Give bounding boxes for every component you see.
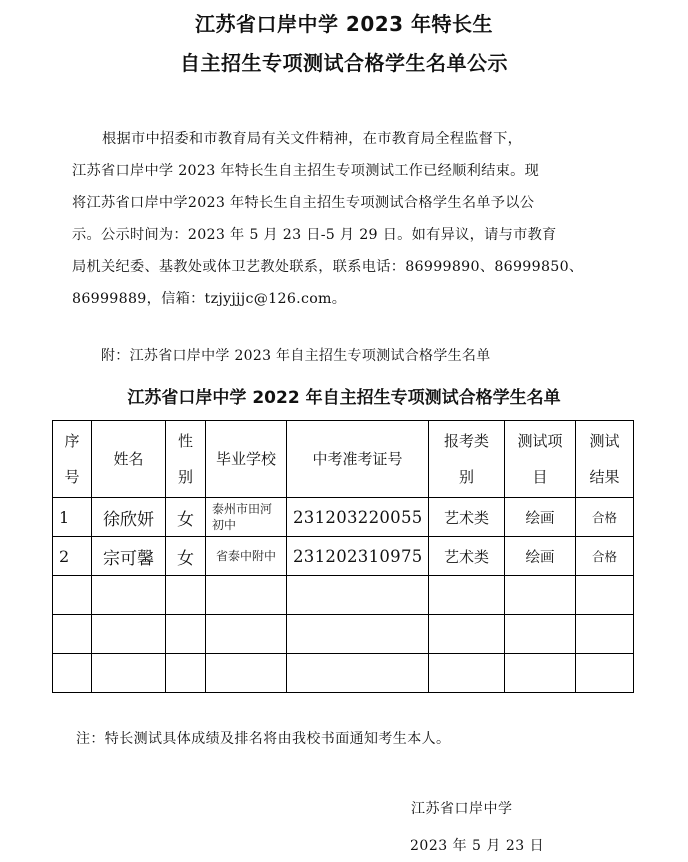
empty-cell — [505, 576, 576, 615]
empty-cell — [166, 576, 206, 615]
attachment-line: 附：江苏省口岸中学 2023 年自主招生专项测试合格学生名单 — [101, 348, 491, 364]
table-title: 江苏省口岸中学 2022 年自主招生专项测试合格学生名单 — [127, 388, 561, 408]
table-row — [53, 498, 634, 537]
body-line-4: 示。公示时间为：2023 年 5 月 23 日-5 月 29 日。如有异议，请与市教育 — [72, 227, 557, 243]
table-row-empty — [53, 654, 634, 693]
header-result: 测试 结果 — [576, 421, 634, 498]
empty-cell — [206, 654, 287, 693]
header-exam-no: 中考准考证号 — [287, 421, 429, 498]
table-row-empty — [53, 615, 634, 654]
cell-exam-no: 231202310975 — [287, 537, 429, 576]
cell-no: 2 — [53, 537, 92, 576]
table-header-row — [53, 421, 634, 498]
empty-cell — [287, 654, 429, 693]
table-row-empty — [53, 576, 634, 615]
cell-result: 合格 — [576, 537, 634, 576]
empty-cell — [576, 654, 634, 693]
empty-cell — [206, 615, 287, 654]
document-title-line2: 自主招生专项测试合格学生名单公示 — [180, 51, 508, 75]
signature-organization: 江苏省口岸中学 — [411, 801, 513, 817]
header-category: 报考类 别 — [429, 421, 505, 498]
header-name: 姓名 — [92, 421, 166, 498]
cell-name: 徐欣妍 — [92, 498, 166, 537]
cell-category: 艺术类 — [429, 498, 505, 537]
header-gender: 性 别 — [166, 421, 206, 498]
cell-item: 绘画 — [505, 537, 576, 576]
body-line-1-text: 根据市中招委和市教育局有关文件精神，在市教育局全程监督下， — [102, 131, 523, 147]
empty-cell — [53, 615, 92, 654]
empty-cell — [92, 615, 166, 654]
cell-exam-no: 231203220055 — [287, 498, 429, 537]
empty-cell — [505, 654, 576, 693]
empty-cell — [206, 576, 287, 615]
empty-cell — [576, 576, 634, 615]
cell-school: 泰州市田河 初中 — [206, 498, 287, 537]
body-line-6: 86999889，信箱：tzjyjjjc@126.com。 — [72, 291, 347, 307]
cell-gender: 女 — [166, 537, 206, 576]
body-line-2: 江苏省口岸中学 2023 年特长生自主招生专项测试工作已经顺利结束。现 — [72, 163, 540, 179]
cell-school: 省泰中附中 — [206, 537, 287, 576]
header-no: 序 号 — [53, 421, 92, 498]
empty-cell — [287, 615, 429, 654]
cell-no: 1 — [53, 498, 92, 537]
empty-cell — [505, 615, 576, 654]
empty-cell — [92, 576, 166, 615]
cell-gender: 女 — [166, 498, 206, 537]
cell-result: 合格 — [576, 498, 634, 537]
cell-category: 艺术类 — [429, 537, 505, 576]
header-item: 测试项 目 — [505, 421, 576, 498]
footnote: 注：特长测试具体成绩及排名将由我校书面通知考生本人。 — [76, 731, 451, 747]
qualified-students-table — [52, 420, 634, 693]
empty-cell — [576, 615, 634, 654]
empty-cell — [53, 654, 92, 693]
table-row — [53, 537, 634, 576]
empty-cell — [429, 615, 505, 654]
header-school: 毕业学校 — [206, 421, 287, 498]
cell-name: 宗可馨 — [92, 537, 166, 576]
empty-cell — [92, 654, 166, 693]
empty-cell — [166, 615, 206, 654]
empty-cell — [429, 654, 505, 693]
cell-item: 绘画 — [505, 498, 576, 537]
empty-cell — [166, 654, 206, 693]
empty-cell — [287, 576, 429, 615]
body-line-3: 将江苏省口岸中学2023 年特长生自主招生专项测试合格学生名单予以公 — [72, 195, 535, 211]
empty-cell — [53, 576, 92, 615]
body-line-1 — [72, 123, 632, 155]
signature-date: 2023 年 5 月 23 日 — [410, 838, 545, 854]
document-title-line1: 江苏省口岸中学 2023 年特长生 — [194, 12, 494, 36]
empty-cell — [429, 576, 505, 615]
body-line-5: 局机关纪委、基教处或体卫艺教处联系，联系电话：86999890、86999850、 — [72, 259, 584, 275]
